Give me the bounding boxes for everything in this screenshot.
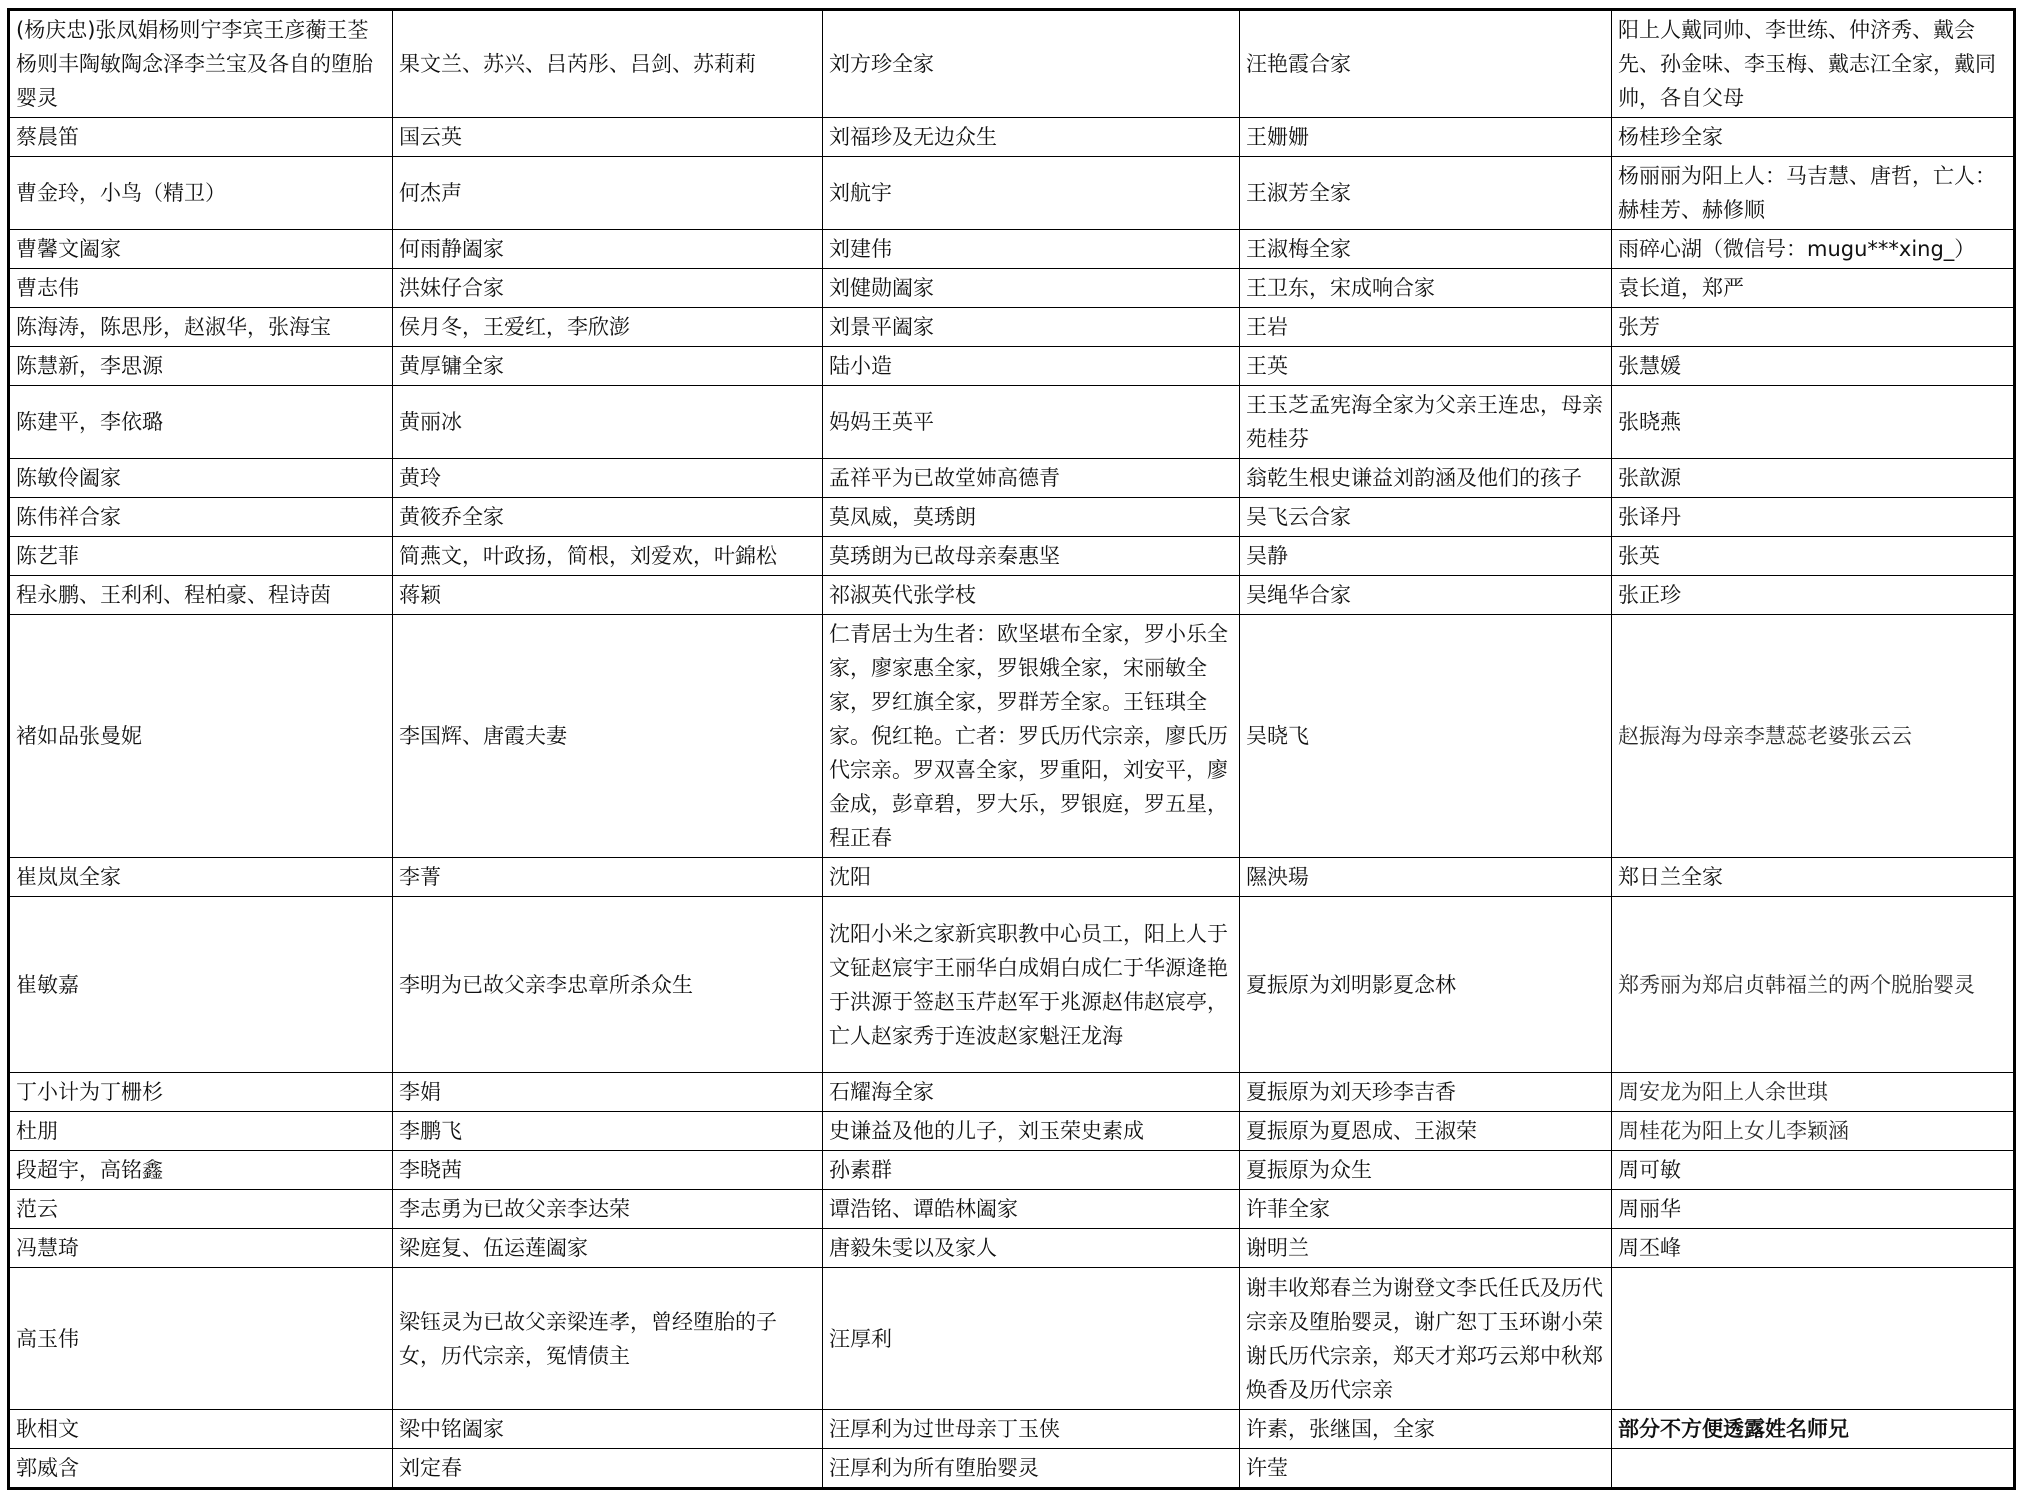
table-row [9, 1410, 2015, 1449]
table-cell: 范云 [9, 1190, 393, 1229]
table-cell: 李国辉、唐霞夫妻 [393, 615, 823, 858]
table-cell: 莫琇朗为已故母亲秦惠坚 [823, 537, 1240, 576]
table-cell: 沈阳 [823, 858, 1240, 897]
table-cell: 汪艳霞合家 [1240, 10, 1612, 118]
table-cell: 刘福珍及无边众生 [823, 118, 1240, 157]
table-cell: 夏振原为夏恩成、王淑荣 [1240, 1112, 1612, 1151]
table-cell: 汪厚利为所有堕胎婴灵 [823, 1449, 1240, 1489]
table-cell [1612, 1449, 2015, 1489]
table-cell: 王英 [1240, 347, 1612, 386]
table-cell: 吴绳华合家 [1240, 576, 1612, 615]
table-row [9, 537, 2015, 576]
table-cell: 周可敏 [1612, 1151, 2015, 1190]
table-cell: 李鹏飞 [393, 1112, 823, 1151]
table-cell: 仁青居士为生者：欧坚堪布全家，罗小乐全家，廖家惠全家，罗银娥全家，宋丽敏全家，罗红旗全家，罗群芳全家。王钰琪全家。倪红艳。亡者：罗氏历代宗亲，廖氏历代宗亲。罗双喜全家，罗重阳，刘安平，廖金成，彭章碧，罗大乐，罗银庭，罗五星，程正春 [823, 615, 1240, 858]
table-cell: 果文兰、苏兴、吕芮彤、吕剑、苏莉莉 [393, 10, 823, 118]
table-cell: 孟祥平为已故堂姉高德青 [823, 459, 1240, 498]
table-row [9, 157, 2015, 230]
table-cell: 陈伟祥合家 [9, 498, 393, 537]
table-cell [1612, 1268, 2015, 1410]
table-cell: 丁小计为丁栅杉 [9, 1073, 393, 1112]
table-cell: 曹金玲，小鸟（精卫） [9, 157, 393, 230]
table-cell: 王淑梅全家 [1240, 230, 1612, 269]
table-cell: 沈阳小米之家新宾职教中心员工，阳上人于文钲赵宸宇王丽华白成娟白成仁于华源逄艳于洪源于签赵玉芹赵军于兆源赵伟赵宸亭，亡人赵家秀于连波赵家魁汪龙海 [823, 897, 1240, 1073]
table-row [9, 459, 2015, 498]
table-cell: (杨庆忠)张凤娟杨则宁李宾王彦蘅王荃杨则丰陶敏陶念泽李兰宝及各自的堕胎婴灵 [9, 10, 393, 118]
table-row [9, 1190, 2015, 1229]
table-cell: 黄丽冰 [393, 386, 823, 459]
table-cell: 许莹 [1240, 1449, 1612, 1489]
table-cell: 夏振原为刘天珍李吉香 [1240, 1073, 1612, 1112]
table-cell: 郭威含 [9, 1449, 393, 1489]
table-row [9, 858, 2015, 897]
table-cell: 陈敏伶阖家 [9, 459, 393, 498]
table-cell: 赵振海为母亲李慧蕊老婆张云云 [1612, 615, 2015, 858]
table-cell: 王姗姗 [1240, 118, 1612, 157]
table-cell: 刘方珍全家 [823, 10, 1240, 118]
table-row [9, 10, 2015, 118]
table-cell: 吴静 [1240, 537, 1612, 576]
table-cell: 夏振原为众生 [1240, 1151, 1612, 1190]
table-cell: 谭浩铭、谭皓林阖家 [823, 1190, 1240, 1229]
table-cell: 梁中铭阖家 [393, 1410, 823, 1449]
table-cell: 简燕文，叶政扬，简根，刘爱欢，叶錦松 [393, 537, 823, 576]
table-cell: 吴晓飞 [1240, 615, 1612, 858]
table-cell: 杜朋 [9, 1112, 393, 1151]
table-cell: 蔡晨笛 [9, 118, 393, 157]
table-cell: 祁淑英代张学枝 [823, 576, 1240, 615]
table-cell: 刘航宇 [823, 157, 1240, 230]
table-cell: 耿相文 [9, 1410, 393, 1449]
table-cell: 妈妈王英平 [823, 386, 1240, 459]
table-cell: 程永鹏、王利利、程柏豪、程诗茵 [9, 576, 393, 615]
table-cell: 陈慧新，李思源 [9, 347, 393, 386]
table-row [9, 615, 2015, 858]
table-cell: 陆小造 [823, 347, 1240, 386]
table-cell: 莫凤威，莫琇朗 [823, 498, 1240, 537]
table-cell: 蒋颖 [393, 576, 823, 615]
table-cell: 王淑芳全家 [1240, 157, 1612, 230]
table-cell: 张译丹 [1612, 498, 2015, 537]
table-cell: 李志勇为已故父亲李达荣 [393, 1190, 823, 1229]
table-cell: 汪厚利为过世母亲丁玉侠 [823, 1410, 1240, 1449]
table-cell: 曹馨文阖家 [9, 230, 393, 269]
table-cell: 李菁 [393, 858, 823, 897]
names-table [7, 8, 2016, 1490]
table-cell: 王玉芝孟宪海全家为父亲王连忠，母亲苑桂芬 [1240, 386, 1612, 459]
table-cell: 杨丽丽为阳上人：马吉慧、唐哲，亡人：赫桂芳、赫修顺 [1612, 157, 2015, 230]
table-cell: 陈建平，李依璐 [9, 386, 393, 459]
table-cell: 许菲全家 [1240, 1190, 1612, 1229]
table-cell: 陈艺菲 [9, 537, 393, 576]
table-cell: 黄玲 [393, 459, 823, 498]
table-cell: 夏振原为刘明影夏念林 [1240, 897, 1612, 1073]
table-cell: 崔敏嘉 [9, 897, 393, 1073]
table-cell: 崔岚岚全家 [9, 858, 393, 897]
table-cell: 王卫东，宋成响合家 [1240, 269, 1612, 308]
table-row [9, 897, 2015, 1073]
table-cell: 段超宇，高铭鑫 [9, 1151, 393, 1190]
table-cell: 杨桂珍全家 [1612, 118, 2015, 157]
table-cell: 陈海涛，陈思彤，赵淑华，张海宝 [9, 308, 393, 347]
table-cell: 黄厚镛全家 [393, 347, 823, 386]
table-cell: 周桂花为阳上女儿李颖涵 [1612, 1112, 2015, 1151]
table-row [9, 1112, 2015, 1151]
table-cell: 翁乾生根史谦益刘韵涵及他们的孩子 [1240, 459, 1612, 498]
table-row [9, 386, 2015, 459]
table-row [9, 269, 2015, 308]
table-cell: 刘建伟 [823, 230, 1240, 269]
table-cell: 黄筱乔全家 [393, 498, 823, 537]
table-cell: 国云英 [393, 118, 823, 157]
table-row [9, 347, 2015, 386]
table-cell: 部分不方便透露姓名师兄 [1612, 1410, 2015, 1449]
table-cell: 洪妹仔合家 [393, 269, 823, 308]
table-cell: 郑日兰全家 [1612, 858, 2015, 897]
table-cell: 何杰声 [393, 157, 823, 230]
table-cell: 梁庭复、伍运莲阖家 [393, 1229, 823, 1268]
table-cell: 刘定春 [393, 1449, 823, 1489]
table-cell: 孙素群 [823, 1151, 1240, 1190]
table-cell: 郑秀丽为郑启贞韩福兰的两个脱胎婴灵 [1612, 897, 2015, 1073]
table-cell: 周丕峰 [1612, 1229, 2015, 1268]
table-row [9, 1073, 2015, 1112]
table-row [9, 1151, 2015, 1190]
table-cell: 刘健勋阖家 [823, 269, 1240, 308]
table-cell: 王岩 [1240, 308, 1612, 347]
table-row [9, 576, 2015, 615]
table-cell: 张芳 [1612, 308, 2015, 347]
table-cell: 许素，张继国，全家 [1240, 1410, 1612, 1449]
table-cell: 李晓茜 [393, 1151, 823, 1190]
table-cell: 冯慧琦 [9, 1229, 393, 1268]
table-cell: 唐毅朱雯以及家人 [823, 1229, 1240, 1268]
table-row [9, 498, 2015, 537]
table-cell: 张歆源 [1612, 459, 2015, 498]
table-cell: 周安龙为阳上人余世琪 [1612, 1073, 2015, 1112]
table-row [9, 118, 2015, 157]
table-cell: 张晓燕 [1612, 386, 2015, 459]
table-row [9, 1268, 2015, 1410]
table-cell: 汪厚利 [823, 1268, 1240, 1410]
table-row [9, 1229, 2015, 1268]
table-cell: 曹志伟 [9, 269, 393, 308]
table-cell: 阳上人戴同帅、李世练、仲济秀、戴会先、孙金味、李玉梅、戴志江全家，戴同帅，各自父母 [1612, 10, 2015, 118]
table-cell: 何雨静阖家 [393, 230, 823, 269]
table-cell: 侯月冬，王爱红，李欣澎 [393, 308, 823, 347]
table-cell: 李娟 [393, 1073, 823, 1112]
table-cell: 李明为已故父亲李忠章所杀众生 [393, 897, 823, 1073]
table-cell: 石耀海全家 [823, 1073, 1240, 1112]
table-cell: 史谦益及他的儿子，刘玉荣史素成 [823, 1112, 1240, 1151]
table-cell: 褚如品张曼妮 [9, 615, 393, 858]
table-cell: 张英 [1612, 537, 2015, 576]
table-row [9, 308, 2015, 347]
table-cell: 张正珍 [1612, 576, 2015, 615]
table-cell: 谢丰收郑春兰为谢登文李氏任氏及历代宗亲及堕胎婴灵，谢广恕丁玉环谢小荣谢氏历代宗亲，郑天才郑巧云郑中秋郑焕香及历代宗亲 [1240, 1268, 1612, 1410]
table-cell: 雨碎心湖（微信号：mugu***xing_） [1612, 230, 2015, 269]
table-cell: 吴飞云合家 [1240, 498, 1612, 537]
table-row [9, 1449, 2015, 1489]
table-cell: 张慧媛 [1612, 347, 2015, 386]
table-cell: 高玉伟 [9, 1268, 393, 1410]
table-cell: 隰泱瑒 [1240, 858, 1612, 897]
table-cell: 刘景平阖家 [823, 308, 1240, 347]
table-cell: 谢明兰 [1240, 1229, 1612, 1268]
table-cell: 袁长道，郑严 [1612, 269, 2015, 308]
table-cell: 梁钰灵为已故父亲梁连孝，曾经堕胎的子女，历代宗亲，冤情债主 [393, 1268, 823, 1410]
table-cell: 周丽华 [1612, 1190, 2015, 1229]
table-row [9, 230, 2015, 269]
